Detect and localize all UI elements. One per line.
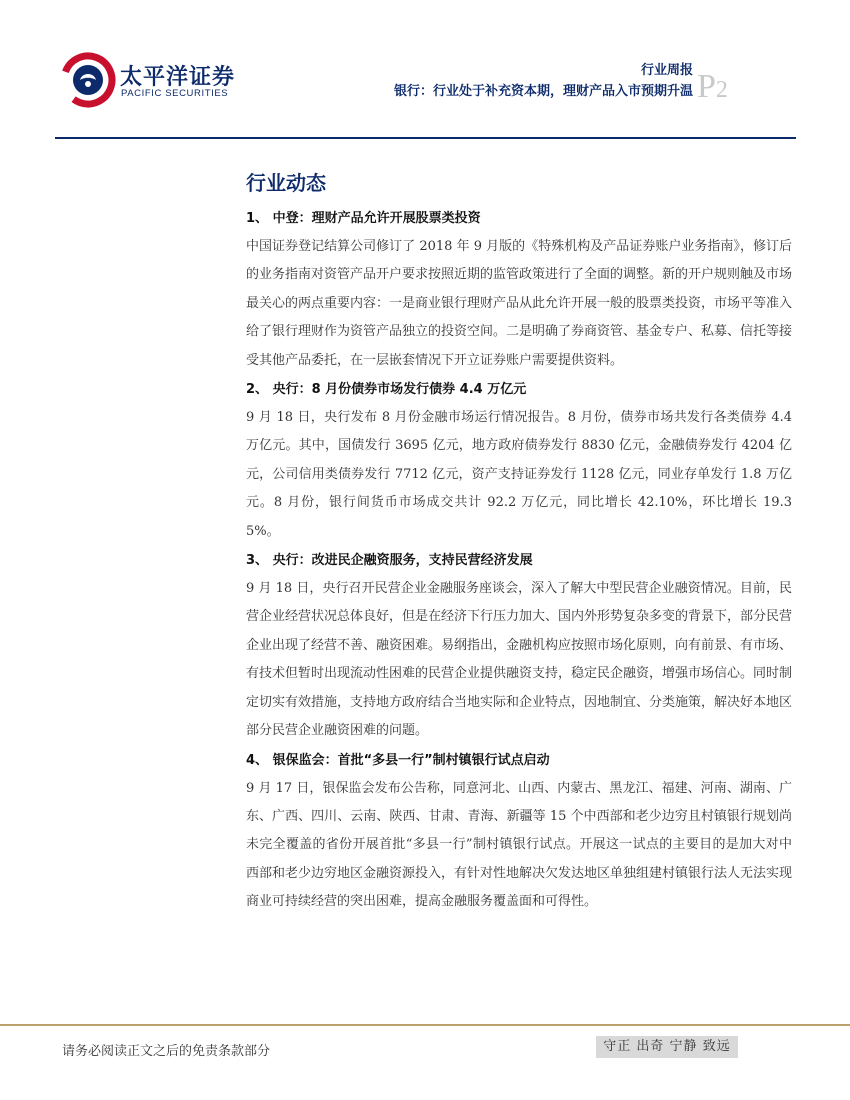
brand-name-en: PACIFIC SECURITIES <box>121 88 229 99</box>
page-digit: 2 <box>715 77 728 103</box>
news-item <box>246 547 792 745</box>
company-motto: 守正 出奇 宁静 致远 <box>596 1036 738 1058</box>
disclaimer-note: 请务必阅读正文之后的免责条款部分 <box>62 1044 271 1059</box>
news-body: 9 月 17 日，银保监会发布公告称，同意河北、山西、内蒙古、黑龙江、福建、河南、湖南、广东、广西、四川、云南、陕西、甘肃、青海、新疆等 15 个中西部和老少边穷且村镇银行规划尚未完全覆盖的省份开展首批“多县一行”制村镇银行试点。开展这一试点的主要目的是加大对中西部和老少边穷地区金融资源投入，有针对性地解决欠发达地区单独组建村镇银行法人无法实现商业可持续经营的突出困难，提高金融服务覆盖面和可得性。 <box>246 780 793 910</box>
news-body: 9 月 18 日，央行发布 8 月份金融市场运行情况报告。8 月份，债券市场共发行各类债券 4.4 万亿元。其中，国债发行 3695 亿元，地方政府债券发行 8830 亿元，金融债券发行 4204 亿元，公司信用类债券发行 7712 亿元，资产支持证券发行 1128 亿元，同业存单发行 1.8 万亿元。8 月份，银行间货币市场成交共计 92.2 万亿元，同比增长 42.10%，环比增长 19.35%。 <box>246 410 792 539</box>
company-logo-icon <box>58 50 118 110</box>
news-heading: 1、 中登：理财产品允许开展股票类投资 <box>246 211 481 226</box>
brand-name-cn: 太平洋证券 <box>120 65 236 90</box>
news-item <box>246 205 792 375</box>
news-list <box>246 205 792 918</box>
section-title: 行业动态 <box>246 171 326 195</box>
page-number <box>697 68 728 106</box>
news-heading: 3、 央行：改进民企融资服务，支持民营经济发展 <box>246 553 533 569</box>
news-body: 9 月 18 日，央行召开民营企业金融服务座谈会，深入了解大中型民营企业融资情况。目前，民营企业经营状况总体良好，但是在经济下行压力加大、国内外形势复杂多变的背景下，部分民营企业出现了经营不善、融资困难。易纲指出，金融机构应按照市场化原则，向有前景、有市场、有技术但暂时出现流动性困难的民营企业提供融资支持，稳定民企融资，增强市场信心。同时制定切实有效措施，支持地方政府结合当地实际和企业特点，因地制宜、分类施策，解决好本地区部分民营企业融资困难的问题。 <box>246 581 793 739</box>
news-heading: 4、 银保监会：首批“多县一行”制村镇银行试点启动 <box>246 752 550 768</box>
page-letter: P <box>697 68 716 105</box>
report-title: 银行：行业处于补充资本期，理财产品入市预期升温 <box>393 84 693 99</box>
footer-divider <box>0 1024 850 1026</box>
header-divider <box>55 137 796 139</box>
news-heading: 2、 央行：8 月份债券市场发行债券 4.4 万亿元 <box>246 382 527 398</box>
news-item <box>246 376 792 546</box>
report-type: 行业周报 <box>640 63 693 78</box>
news-body: 中国证券登记结算公司修订了 2018 年 9 月版的《特殊机构及产品证券账户业务指南》，修订后的业务指南对资管产品开户要求按照近期的监管政策进行了全面的调整。新的开户规则触及市场最关心的两点重要内容：一是商业银行理财产品从此允许开展一般的股票类投资，市场平等准入给了银行理财作为资管产品独立的投资空间。二是明确了券商资管、基金专户、私募、信托等接受其他产品委托，在一层嵌套情况下开立证券账户需要提供资料。 <box>246 239 793 368</box>
news-item <box>246 747 792 917</box>
